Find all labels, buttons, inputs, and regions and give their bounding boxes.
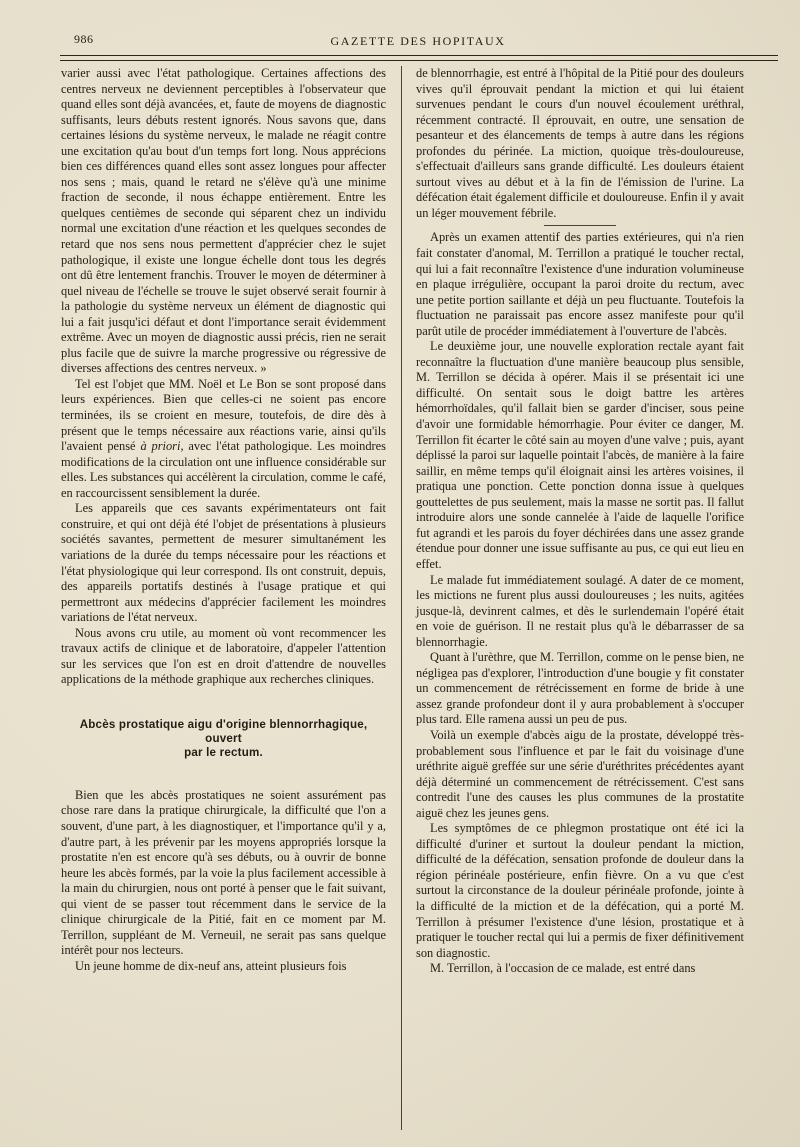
paragraph-text: Tel est l'objet que MM. Noël et Le Bon se sont proposé dans leurs expériences. Bien que celles-ci ne soient pas encore terminées, ils se croient en mesure, toutefois, de dire dès à présent que le temps nécessaire aux réactions varie, ainsi qu'ils l'avaient pensé — [61, 376, 386, 454]
paragraph: Quant à l'urèthre, que M. Terrillon, comme on le pense bien, ne négligea pas d'explorer, l'introduction d'une bougie y fit constater un commencement de rétrécissement en forme de bride à une assez grande profondeur dont il y aura probablement à s'occuper plus tard. Elle ramena aussi un peu de pus. — [416, 650, 744, 727]
paragraph: Après un examen attentif des parties extérieures, qui n'a rien fait constater d'anomal, M. Terrillon a pratiqué le toucher rectal, qui lui a fait reconnaître l'existence d'une induration volumineuse en plaque irrégulière, occupant la paroi droite du rectum, avec une petite portion saillante et déjà un peu fluctuante. Toutefois la fluctuation ne paraissait pas encore assez manifeste pour qu'il parût utile de procéder immédiatement à l'ouverture de l'abcès. — [416, 230, 744, 338]
paragraph: Voilà un exemple d'abcès aigu de la prostate, développé très-probablement sous l'influence et par le fait du voisinage d'une uréthrite aiguë greffée sur une série d'uréthrites précédentes ayant déjà déterminé un commencement de rétrécissement. C'est sans contredit l'une des causes les plus communes de la prostatite aiguë chez les jeunes gens. — [416, 727, 744, 820]
paragraph: Nous avons cru utile, au moment où vont recommencer les travaux actifs de clinique et de laboratoire, d'appeler l'attention sur les services que l'on est en droit d'attendre de nouvelles applications de la méthode graphique aux recherches cliniques. — [61, 625, 386, 687]
header-double-rule — [60, 55, 778, 61]
running-title: GAZETTE DES HOPITAUX — [330, 34, 506, 48]
paragraph: Le deuxième jour, une nouvelle exploration rectale ayant fait reconnaître la fluctuation d'une manière beaucoup plus sensible, M. Terrillon se décida à opérer. Mais il se présentait ici une difficulté. On sentait sous le doigt battre les artères hémorrhoïdales, qu'il fallait bien se garder d'inciser, sous peine d'avoir une formidable hémorrhagie. Pour éviter ce danger, M. Terrillon fit écarter le côté sain au moyen d'une valve ; puis, ayant déplissé la paroi sur laquelle pointait l'abcès, de manière à la faire saillir, en même temps qu'il éloignait ainsi les artères voisines, il pratiqua une ponction. Cette ponction donna issue à quelques gouttelettes de pus seulement, mais la masse ne sortit pas. Il fallut introduire alors une sonde cannelée à l'aide de laquelle l'orifice fut agrandi et les parois du foyer déchirées dans une assez grande étendue pour donner une issue suffisante au pus, ce qui eut lieu en effet. — [416, 339, 744, 571]
paragraph: Les appareils que ces savants expérimentateurs ont fait construire, et qui ont déjà été l'objet de présentations à plusieurs sociétés savantes, permettent de mesurer simultanément les variations de la durée du temps nécessaire pour les réactions et l'état physiologique qui leur correspond. Ils ont construit, depuis, des appareils portatifs destinés à l'usage pratique et qui permettront aux médecins d'apprécier facilement les moindres variations de l'état nerveux. — [61, 501, 386, 625]
right-column — [416, 66, 744, 977]
paragraph: Le malade fut immédiatement soulagé. A dater de ce moment, les mictions ne furent plus aussi douloureuses ; les nuits, agitées jusque-là, devinrent calmes, et dès le surlendemain l'opéré était en voie de guérison. Il ne restait plus qu'à le débarrasser de sa blennorrhagie. — [416, 572, 744, 649]
paragraph: M. Terrillon, à l'occasion de ce malade, est entré dans — [430, 961, 696, 976]
left-column — [61, 66, 386, 974]
section-heading-line: Abcès prostatique aigu d'origine blennorrhagique, ouvert — [79, 717, 368, 745]
paragraph: Bien que les abcès prostatiques ne soient assurément pas chose rare dans la pratique chirurgicale, la difficulté que l'on a souvent, d'une part, à les diagnostiquer, et l'importance qu'il y a, d'autre part, à les prévenir par les moyens appropriés lorsque la prostatite n'en est encore qu'à ses débuts, ou à ouvrir de bonne heure les abcès formés, par la voie la plus facilement accessible à la main du chirurgien, nous ont porté à penser que le fait suivant, qui vient de se passer tout récemment dans le service de la clinique chirurgicale de la Pitié, fait en ce moment par M. Terrillon, suppléant de M. Verneuil, ne serait pas sans quelque intérêt pour nos lecteurs. — [61, 787, 386, 958]
paragraph — [61, 377, 386, 501]
italic-term: à priori — [140, 439, 181, 454]
paragraph: de blennorrhagie, est entré à l'hôpital de la Pitié pour des douleurs vives qu'il éprouvait pendant la miction et qui lui étaient survenues pendant le cours d'un nouvel écoulement uréthral, récemment contracté. Il éprouvait, en outre, une sensation de pesanteur et des élancements de temps à autre dans les régions profondes du périnée. La miction, quoique très-douloureuse, s'effectuait d'ailleurs sans grande difficulté. Les douleurs étaient surtout vives au début et à la fin de l'émission de l'urine. La défécation était également difficile et douloureuse. Enfin il y avait un léger mouvement fébrile. — [416, 66, 744, 220]
paragraph-separator — [544, 225, 616, 226]
section-heading-line: par le rectum. — [184, 745, 263, 759]
page-number: 986 — [74, 32, 94, 46]
page-header — [60, 28, 776, 56]
paragraph: varier aussi avec l'état pathologique. Certaines affections des centres nerveux ne deviennent perceptibles à l'observateur que quand elles sont déjà avancées, et, faute de moyens de diagnostic suffisants, leurs débuts restent ignorés. Nous savons que, dans certaines lésions du système nerveux, le malade ne réagit contre une excitation qu'au bout d'un temps fort long. Nous apprécions bien ces différences quand elles sont assez longues pour affecter nos sens ; mais, quand le retard ne s'élève qu'à une minime fraction de seconde, il nous échappe entièrement. Entre les quelques centièmes de seconde qui séparent chez un individu normal une excitation d'une réaction et les quelques secondes de retard que nos sens nous permettent d'apprécier chez le sujet pathologique, il existe une longue échelle dont tous les degrés ont dû être lentement franchis. Trouver le moyen de déterminer à quel niveau de l'échelle se trouve le sujet observé serait fournir à la pathologie du système nerveux un élément de diagnostic qui lui a fait jusqu'ici défaut et dont l'importance serait évidemment extrême. Avec un moyen de diagnostic aussi précis, rien ne serait plus facile que de suivre la marche progressive ou régressive de diverses affections des centres nerveux. » — [61, 66, 386, 376]
column-divider — [401, 66, 402, 1130]
paragraph-text: , avec l'état pathologique. Les moindres modifications de la circulation ont une influence considérable sur elles. Les substances qui accélèrent la circulation, comme le café, en raccourcissent sensiblement la durée. — [61, 439, 386, 500]
section-heading — [61, 718, 386, 760]
paragraph: Un jeune homme de dix-neuf ans, atteint plusieurs fois — [75, 958, 347, 973]
section-spacer — [61, 688, 386, 718]
paragraph: Les symptômes de ce phlegmon prostatique ont été ici la difficulté d'uriner et surtout la douleur pendant la miction, difficulté de la défécation, sensation profonde de douleur dans la région périnéale postérieure, enfin fièvre. On a vu que c'est surtout la circonstance de la douleur périnéale profonde, jointe à la difficulté de la miction et de la défécation, qui a porté M. Terrillon à présumer l'existence d'une lésion, prostatique et à pratiquer le toucher rectal qui lui a permis de fixer définitivement son diagnostic. — [416, 821, 744, 960]
section-spacer — [61, 760, 386, 788]
